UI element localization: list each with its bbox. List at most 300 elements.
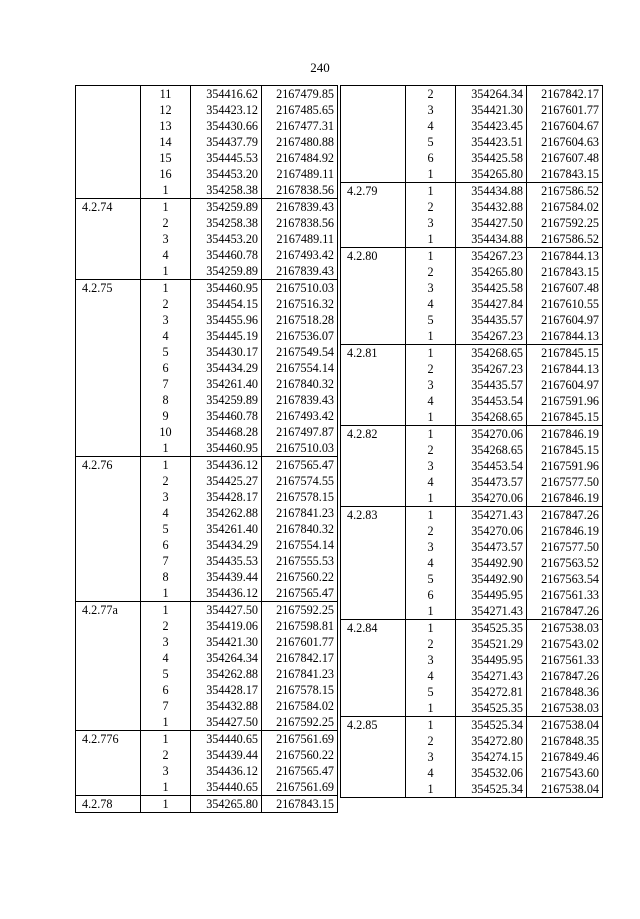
point-number-cell: 1: [141, 182, 191, 199]
x-coordinate-cell: 354268.65: [456, 442, 527, 458]
section-cell: [341, 539, 406, 555]
x-coordinate-cell: 354259.89: [191, 263, 262, 280]
table-row: [76, 634, 338, 650]
y-coordinate-cell: 2167563.54: [541, 571, 599, 586]
y-coordinate-cell: 2167586.52: [541, 231, 599, 246]
section-cell: [76, 763, 141, 779]
y-coordinate-cell: 2167574.55: [276, 473, 334, 488]
section-cell: [76, 376, 141, 392]
table-row: [76, 118, 338, 134]
table-row: [341, 603, 603, 620]
x-coordinate-cell: 354432.88: [456, 199, 527, 215]
point-number-cell: 2: [406, 86, 456, 103]
y-coordinate-cell: 2167848.36: [541, 684, 599, 699]
point-number-cell: 1: [406, 231, 456, 248]
x-coordinate-cell: 354521.29: [456, 636, 527, 652]
table-row: [76, 86, 338, 103]
y-coordinate-cell: 2167561.33: [541, 652, 599, 667]
section-cell: 4.2.80: [341, 248, 406, 265]
y-coordinate-cell: 2167477.31: [276, 118, 334, 133]
section-cell: [341, 280, 406, 296]
y-coordinate-cell: 2167604.67: [541, 118, 599, 133]
section-cell: 4.2.77a: [76, 602, 141, 619]
coordinates-table-right: [340, 85, 603, 798]
x-coordinate-cell: 354439.44: [191, 569, 262, 585]
section-cell: 4.2.84: [341, 620, 406, 637]
point-number-cell: 2: [406, 361, 456, 377]
section-cell: [76, 521, 141, 537]
y-coordinate-cell: 2167510.03: [262, 280, 338, 297]
y-coordinate-cell: 2167561.69: [262, 731, 338, 748]
y-coordinate-cell: 2167560.22: [276, 747, 334, 762]
x-coordinate-cell: 354423.51: [456, 134, 527, 150]
y-coordinate-cell: 2167607.48: [541, 150, 599, 165]
section-cell: [341, 328, 406, 345]
table-row: [76, 263, 338, 280]
x-coordinate-cell: 354436.12: [191, 585, 262, 602]
point-number-cell: 3: [141, 634, 191, 650]
y-coordinate-cell: 2167592.25: [262, 602, 338, 619]
point-number-cell: 4: [406, 296, 456, 312]
section-cell: [341, 231, 406, 248]
point-number-cell: 3: [406, 652, 456, 668]
table-row: [341, 183, 603, 200]
section-cell: [76, 247, 141, 263]
y-coordinate-cell: 2167538.04: [527, 717, 603, 734]
section-cell: [76, 698, 141, 714]
table-row: [341, 474, 603, 490]
x-coordinate-cell: 354525.34: [456, 717, 527, 734]
point-number-cell: 1: [406, 700, 456, 717]
coordinates-table-left: [75, 85, 338, 813]
section-cell: [76, 682, 141, 698]
section-cell: [76, 714, 141, 731]
point-number-cell: 5: [406, 134, 456, 150]
y-coordinate-cell: 2167485.65: [276, 102, 334, 117]
point-number-cell: 8: [141, 569, 191, 585]
section-cell: [341, 523, 406, 539]
section-cell: [341, 150, 406, 166]
point-number-cell: 4: [141, 247, 191, 263]
x-coordinate-cell: 354265.80: [191, 796, 262, 813]
table-row: [76, 505, 338, 521]
y-coordinate-cell: 2167843.15: [541, 166, 599, 181]
table-row: [341, 345, 603, 362]
table-row: [76, 134, 338, 150]
table-row: [341, 652, 603, 668]
point-number-cell: 5: [406, 571, 456, 587]
x-coordinate-cell: 354421.30: [191, 634, 262, 650]
y-coordinate-cell: 2167565.47: [276, 585, 334, 600]
table-row: [76, 199, 338, 216]
x-coordinate-cell: 354436.12: [191, 457, 262, 474]
point-number-cell: 4: [141, 650, 191, 666]
x-coordinate-cell: 354272.81: [456, 684, 527, 700]
point-number-cell: 1: [406, 328, 456, 345]
point-number-cell: 16: [141, 166, 191, 182]
x-coordinate-cell: 354453.20: [191, 166, 262, 182]
y-coordinate-cell: 2167554.14: [276, 360, 334, 375]
y-coordinate-cell: 2167604.97: [541, 377, 599, 392]
point-number-cell: 6: [141, 537, 191, 553]
table-row: [341, 442, 603, 458]
section-cell: [76, 650, 141, 666]
table-row: [341, 426, 603, 443]
section-cell: [76, 134, 141, 150]
y-coordinate-cell: 2167840.32: [276, 521, 334, 536]
point-number-cell: 1: [406, 183, 456, 200]
y-coordinate-cell: 2167846.19: [541, 523, 599, 538]
table-row: [341, 215, 603, 231]
section-cell: [76, 102, 141, 118]
y-coordinate-cell: 2167489.11: [276, 231, 334, 246]
section-cell: 4.2.83: [341, 507, 406, 524]
point-number-cell: 3: [406, 458, 456, 474]
y-coordinate-cell: 2167518.28: [276, 312, 334, 327]
section-cell: [76, 489, 141, 505]
x-coordinate-cell: 354434.88: [456, 231, 527, 248]
point-number-cell: 1: [141, 457, 191, 474]
x-coordinate-cell: 354265.80: [456, 166, 527, 183]
y-coordinate-cell: 2167484.92: [276, 150, 334, 165]
point-number-cell: 5: [406, 312, 456, 328]
point-number-cell: 8: [141, 392, 191, 408]
x-coordinate-cell: 354430.17: [191, 344, 262, 360]
point-number-cell: 1: [406, 345, 456, 362]
x-coordinate-cell: 354434.29: [191, 360, 262, 376]
table-row: [76, 296, 338, 312]
point-number-cell: 4: [406, 765, 456, 781]
table-row: [341, 523, 603, 539]
point-number-cell: 2: [141, 747, 191, 763]
table-row: [76, 618, 338, 634]
y-coordinate-cell: 2167510.03: [276, 440, 334, 455]
section-cell: [76, 618, 141, 634]
point-number-cell: 1: [406, 426, 456, 443]
x-coordinate-cell: 354460.78: [191, 247, 262, 263]
point-number-cell: 1: [141, 779, 191, 796]
point-number-cell: 3: [406, 102, 456, 118]
table-row: [341, 393, 603, 409]
x-coordinate-cell: 354262.88: [191, 505, 262, 521]
section-cell: [76, 569, 141, 585]
table-row: [341, 296, 603, 312]
point-number-cell: 6: [141, 682, 191, 698]
y-coordinate-cell: 2167561.33: [541, 587, 599, 602]
x-coordinate-cell: 354432.88: [191, 698, 262, 714]
point-number-cell: 3: [141, 312, 191, 328]
point-number-cell: 4: [406, 118, 456, 134]
table-row: [341, 199, 603, 215]
section-cell: [76, 263, 141, 280]
section-cell: [76, 312, 141, 328]
y-coordinate-cell: 2167844.13: [541, 328, 599, 343]
y-coordinate-cell: 2167847.26: [527, 507, 603, 524]
section-cell: [341, 264, 406, 280]
y-coordinate-cell: 2167610.55: [541, 296, 599, 311]
x-coordinate-cell: 354532.06: [456, 765, 527, 781]
table-row: [76, 553, 338, 569]
section-cell: [341, 102, 406, 118]
x-coordinate-cell: 354453.20: [191, 231, 262, 247]
x-coordinate-cell: 354264.34: [456, 86, 527, 103]
section-cell: [76, 473, 141, 489]
point-number-cell: 4: [141, 505, 191, 521]
point-number-cell: 1: [406, 603, 456, 620]
section-cell: [76, 666, 141, 682]
x-coordinate-cell: 354268.65: [456, 409, 527, 426]
x-coordinate-cell: 354427.50: [456, 215, 527, 231]
point-number-cell: 1: [406, 781, 456, 798]
table-row: [76, 666, 338, 682]
table-row: [341, 166, 603, 183]
x-coordinate-cell: 354445.19: [191, 328, 262, 344]
y-coordinate-cell: 2167480.88: [276, 134, 334, 149]
table-row: [76, 602, 338, 619]
y-coordinate-cell: 2167844.13: [527, 248, 603, 265]
x-coordinate-cell: 354425.27: [191, 473, 262, 489]
x-coordinate-cell: 354423.12: [191, 102, 262, 118]
page-number: 240: [310, 60, 330, 75]
point-number-cell: 2: [141, 296, 191, 312]
y-coordinate-cell: 2167838.56: [276, 215, 334, 230]
section-cell: [341, 361, 406, 377]
x-coordinate-cell: 354427.50: [191, 714, 262, 731]
section-cell: 4.2.82: [341, 426, 406, 443]
table-row: [76, 747, 338, 763]
point-number-cell: 7: [141, 698, 191, 714]
point-number-cell: 1: [141, 280, 191, 297]
x-coordinate-cell: 354268.65: [456, 345, 527, 362]
section-cell: [76, 408, 141, 424]
table-row: [76, 763, 338, 779]
y-coordinate-cell: 2167591.96: [541, 458, 599, 473]
x-coordinate-cell: 354419.06: [191, 618, 262, 634]
y-coordinate-cell: 2167489.11: [276, 166, 334, 181]
section-cell: [76, 150, 141, 166]
table-row: [76, 166, 338, 182]
section-cell: [76, 392, 141, 408]
table-body-left: [76, 86, 338, 813]
point-number-cell: 5: [141, 666, 191, 682]
table-row: [341, 490, 603, 507]
x-coordinate-cell: 354437.79: [191, 134, 262, 150]
y-coordinate-cell: 2167847.26: [541, 668, 599, 683]
table-row: [76, 392, 338, 408]
y-coordinate-cell: 2167842.17: [541, 86, 599, 101]
point-number-cell: 1: [141, 731, 191, 748]
y-coordinate-cell: 2167848.35: [541, 733, 599, 748]
y-coordinate-cell: 2167563.52: [541, 555, 599, 570]
table-body-right: [341, 86, 603, 798]
x-coordinate-cell: 354262.88: [191, 666, 262, 682]
point-number-cell: 3: [141, 763, 191, 779]
section-cell: [341, 442, 406, 458]
point-number-cell: 3: [406, 539, 456, 555]
point-number-cell: 6: [406, 150, 456, 166]
x-coordinate-cell: 354271.43: [456, 603, 527, 620]
y-coordinate-cell: 2167840.32: [276, 376, 334, 391]
table-row: [76, 521, 338, 537]
x-coordinate-cell: 354525.35: [456, 620, 527, 637]
table-row: [341, 150, 603, 166]
section-cell: [341, 312, 406, 328]
y-coordinate-cell: 2167538.03: [541, 700, 599, 715]
x-coordinate-cell: 354460.95: [191, 280, 262, 297]
table-row: [341, 86, 603, 103]
x-coordinate-cell: 354436.12: [191, 763, 262, 779]
point-number-cell: 9: [141, 408, 191, 424]
y-coordinate-cell: 2167565.47: [262, 457, 338, 474]
x-coordinate-cell: 354428.17: [191, 682, 262, 698]
y-coordinate-cell: 2167493.42: [276, 247, 334, 262]
table-row: [341, 328, 603, 345]
x-coordinate-cell: 354274.15: [456, 749, 527, 765]
table-row: [76, 182, 338, 199]
y-coordinate-cell: 2167479.85: [276, 86, 334, 101]
point-number-cell: 6: [141, 360, 191, 376]
section-cell: [76, 86, 141, 103]
point-number-cell: 2: [406, 199, 456, 215]
table-row: [341, 668, 603, 684]
y-coordinate-cell: 2167543.02: [541, 636, 599, 651]
section-cell: [76, 328, 141, 344]
table-row: [341, 248, 603, 265]
table-row: [341, 765, 603, 781]
section-cell: [341, 571, 406, 587]
section-cell: [76, 182, 141, 199]
point-number-cell: 3: [406, 280, 456, 296]
section-cell: [341, 668, 406, 684]
y-coordinate-cell: 2167577.50: [541, 539, 599, 554]
section-cell: [341, 652, 406, 668]
section-cell: [76, 360, 141, 376]
point-number-cell: 7: [141, 553, 191, 569]
y-coordinate-cell: 2167493.42: [276, 408, 334, 423]
section-cell: [76, 553, 141, 569]
section-cell: [341, 215, 406, 231]
section-cell: [76, 537, 141, 553]
section-cell: [341, 458, 406, 474]
point-number-cell: 1: [406, 166, 456, 183]
y-coordinate-cell: 2167565.47: [276, 763, 334, 778]
y-coordinate-cell: 2167841.23: [276, 505, 334, 520]
x-coordinate-cell: 354525.35: [456, 700, 527, 717]
table-row: [76, 376, 338, 392]
table-row: [341, 636, 603, 652]
table-row: [76, 682, 338, 698]
x-coordinate-cell: 354430.66: [191, 118, 262, 134]
table-row: [341, 231, 603, 248]
section-cell: [76, 344, 141, 360]
point-number-cell: 4: [406, 474, 456, 490]
section-cell: [341, 700, 406, 717]
point-number-cell: 1: [406, 620, 456, 637]
y-coordinate-cell: 2167845.15: [541, 442, 599, 457]
x-coordinate-cell: 354434.29: [191, 537, 262, 553]
x-coordinate-cell: 354425.58: [456, 150, 527, 166]
point-number-cell: 2: [406, 264, 456, 280]
section-cell: [76, 779, 141, 796]
y-coordinate-cell: 2167604.97: [541, 312, 599, 327]
x-coordinate-cell: 354258.38: [191, 182, 262, 199]
section-cell: 4.2.81: [341, 345, 406, 362]
point-number-cell: 4: [406, 668, 456, 684]
y-coordinate-cell: 2167845.15: [541, 409, 599, 424]
point-number-cell: 2: [141, 473, 191, 489]
y-coordinate-cell: 2167538.03: [527, 620, 603, 637]
table-row: [341, 781, 603, 798]
x-coordinate-cell: 354435.57: [456, 312, 527, 328]
x-coordinate-cell: 354440.65: [191, 779, 262, 796]
table-row: [341, 700, 603, 717]
table-row: [341, 377, 603, 393]
y-coordinate-cell: 2167592.25: [276, 714, 334, 729]
section-cell: [341, 409, 406, 426]
section-cell: [76, 166, 141, 182]
point-number-cell: 1: [406, 248, 456, 265]
y-coordinate-cell: 2167843.15: [541, 264, 599, 279]
table-row: [76, 102, 338, 118]
y-coordinate-cell: 2167601.77: [276, 634, 334, 649]
table-row: [76, 489, 338, 505]
x-coordinate-cell: 354453.54: [456, 393, 527, 409]
y-coordinate-cell: 2167598.81: [276, 618, 334, 633]
point-number-cell: 1: [141, 440, 191, 457]
table-row: [341, 507, 603, 524]
x-coordinate-cell: 354460.95: [191, 440, 262, 457]
table-row: [76, 537, 338, 553]
point-number-cell: 1: [406, 490, 456, 507]
x-coordinate-cell: 354267.23: [456, 248, 527, 265]
point-number-cell: 1: [141, 602, 191, 619]
table-row: [76, 231, 338, 247]
y-coordinate-cell: 2167842.17: [276, 650, 334, 665]
table-row: [76, 360, 338, 376]
section-cell: [341, 636, 406, 652]
y-coordinate-cell: 2167497.87: [276, 424, 334, 439]
y-coordinate-cell: 2167843.15: [262, 796, 338, 813]
point-number-cell: 10: [141, 424, 191, 440]
y-coordinate-cell: 2167578.15: [276, 489, 334, 504]
y-coordinate-cell: 2167584.02: [276, 698, 334, 713]
y-coordinate-cell: 2167516.32: [276, 296, 334, 311]
x-coordinate-cell: 354453.54: [456, 458, 527, 474]
table-row: [341, 312, 603, 328]
y-coordinate-cell: 2167839.43: [276, 263, 334, 278]
y-coordinate-cell: 2167577.50: [541, 474, 599, 489]
y-coordinate-cell: 2167549.54: [276, 344, 334, 359]
y-coordinate-cell: 2167838.56: [276, 182, 334, 197]
x-coordinate-cell: 354425.58: [456, 280, 527, 296]
y-coordinate-cell: 2167841.23: [276, 666, 334, 681]
section-cell: 4.2.776: [76, 731, 141, 748]
x-coordinate-cell: 354258.38: [191, 215, 262, 231]
y-coordinate-cell: 2167584.02: [541, 199, 599, 214]
point-number-cell: 11: [141, 86, 191, 103]
table-row: [76, 424, 338, 440]
point-number-cell: 1: [406, 507, 456, 524]
point-number-cell: 1: [141, 199, 191, 216]
table-row: [341, 684, 603, 700]
y-coordinate-cell: 2167560.22: [276, 569, 334, 584]
table-row: [76, 408, 338, 424]
x-coordinate-cell: 354267.23: [456, 361, 527, 377]
y-coordinate-cell: 2167839.43: [262, 199, 338, 216]
x-coordinate-cell: 354440.65: [191, 731, 262, 748]
table-row: [341, 361, 603, 377]
x-coordinate-cell: 354271.43: [456, 668, 527, 684]
